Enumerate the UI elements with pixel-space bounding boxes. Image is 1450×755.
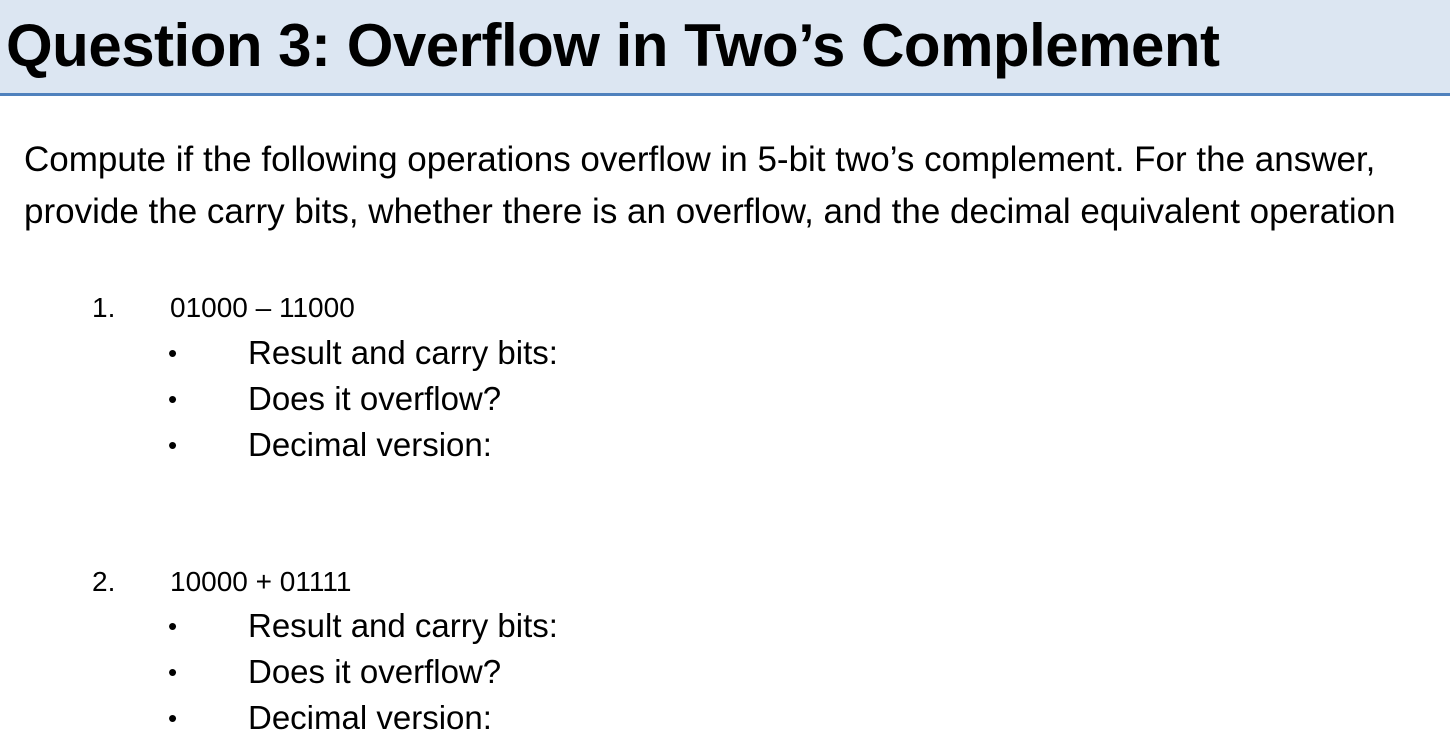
part-label: Result and carry bits: [248, 334, 558, 371]
slide-title: Question 3: Overflow in Two’s Complement [6, 12, 1220, 79]
bullet-icon: • [168, 384, 178, 414]
question-1-number: 1. [92, 292, 116, 323]
part-label: Decimal version: [248, 426, 492, 463]
part-label: Decimal version: [248, 699, 492, 736]
question-prompt: Compute if the following operations overflow in 5-bit two’s complement. For the answer, provide the carry bits, whether there is an overflow, and the decimal equivalent operation [24, 140, 1396, 231]
bullet-icon: • [168, 430, 178, 460]
part-label: Does it overflow? [248, 653, 502, 690]
part-label: Result and carry bits: [248, 607, 558, 644]
bullet-icon: • [168, 703, 178, 733]
question-2-expression: 10000 + 01111 [170, 566, 352, 597]
question-1-expression: 01000 – 11000 [170, 292, 355, 323]
question-2-number: 2. [92, 566, 116, 597]
bullet-icon: • [168, 611, 178, 641]
bullet-icon: • [168, 338, 178, 368]
bullet-icon: • [168, 657, 178, 687]
title-bar [0, 0, 1450, 96]
part-label: Does it overflow? [248, 380, 502, 417]
